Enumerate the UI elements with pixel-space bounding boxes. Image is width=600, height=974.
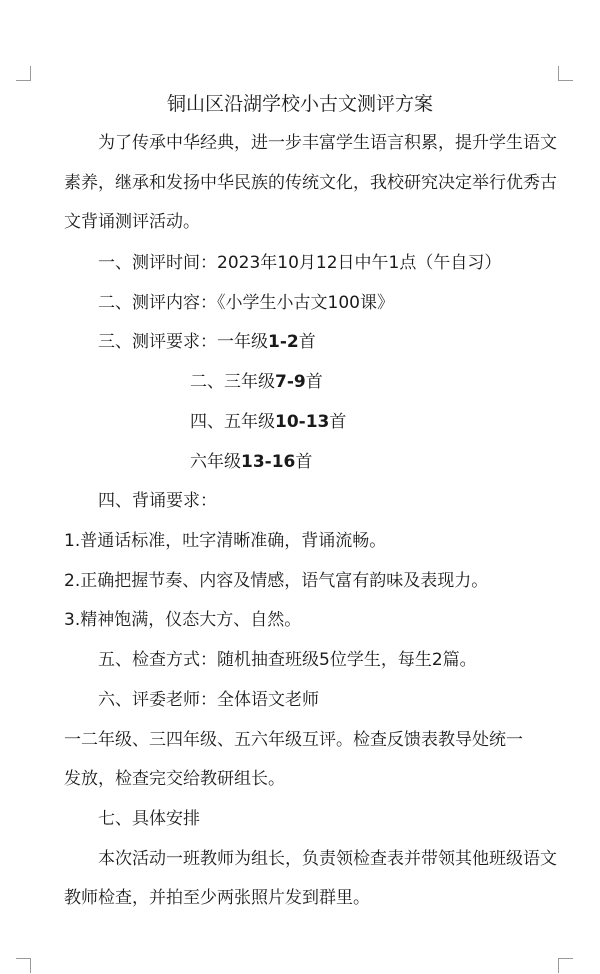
grade-range: 10-13 (275, 412, 330, 432)
section-5-method: 五、检查方式：随机抽查班级5位学生，每生2篇。 (98, 650, 477, 670)
section-6-body-line-1: 一二年级、三四年级、五六年级互评。检查反馈表教导处统一 (64, 730, 523, 750)
intro-line-1: 为了传承中华经典，进一步丰富学生语言积累，提升学生语文 (98, 133, 557, 153)
page-corner-top-left (16, 66, 31, 81)
section-7-heading: 七、具体安排 (98, 809, 200, 829)
section-2-content: 二、测评内容：《小学生小古文100课》 (98, 293, 394, 313)
grade-range: 13-16 (241, 452, 296, 472)
section-7-body-line-2: 教师检查，并拍至少两张照片发到群里。 (64, 888, 370, 908)
grade-range: 7-9 (275, 372, 306, 392)
section-1-time: 一、测评时间：2023年10月12日中午1点（午自习） (98, 253, 502, 273)
page-corner-bottom-right (558, 958, 573, 973)
grade-item: 一年级 (217, 332, 268, 352)
section-6-judges: 六、评委老师：全体语文老师 (98, 690, 319, 710)
section-6-body-line-2: 发放，检查完交给教研组长。 (64, 769, 285, 789)
document-title: 铜山区沿湖学校小古文测评方案 (166, 93, 433, 115)
recitation-requirement: 1.普通话标准，吐字清晰准确，背诵流畅。 (64, 531, 387, 551)
grade-range: 1-2 (268, 332, 299, 352)
recitation-requirement: 3.精神饱满，仪态大方、自然。 (64, 610, 302, 630)
page-corner-bottom-left (16, 958, 31, 973)
grade-item: 六年级13-16首 (190, 452, 313, 472)
intro-line-3: 文背诵测评活动。 (64, 212, 200, 232)
recitation-requirement: 2.正确把握节奏、内容及情感，语气富有韵味及表现力。 (64, 571, 489, 591)
grade-item: 二、三年级7-9首 (190, 372, 323, 392)
section-7-body-line-1: 本次活动一班教师为组长，负责领检查表并带领其他班级语文 (98, 849, 557, 869)
section-3-requirements: 三、测评要求：一年级1-2首 (98, 332, 316, 352)
section-4-heading: 四、背诵要求： (98, 491, 217, 511)
intro-line-2: 素养，继承和发扬中华民族的传统文化，我校研究决定举行优秀古 (64, 173, 557, 193)
grade-item: 四、五年级10-13首 (190, 412, 347, 432)
page-corner-top-right (558, 66, 573, 81)
